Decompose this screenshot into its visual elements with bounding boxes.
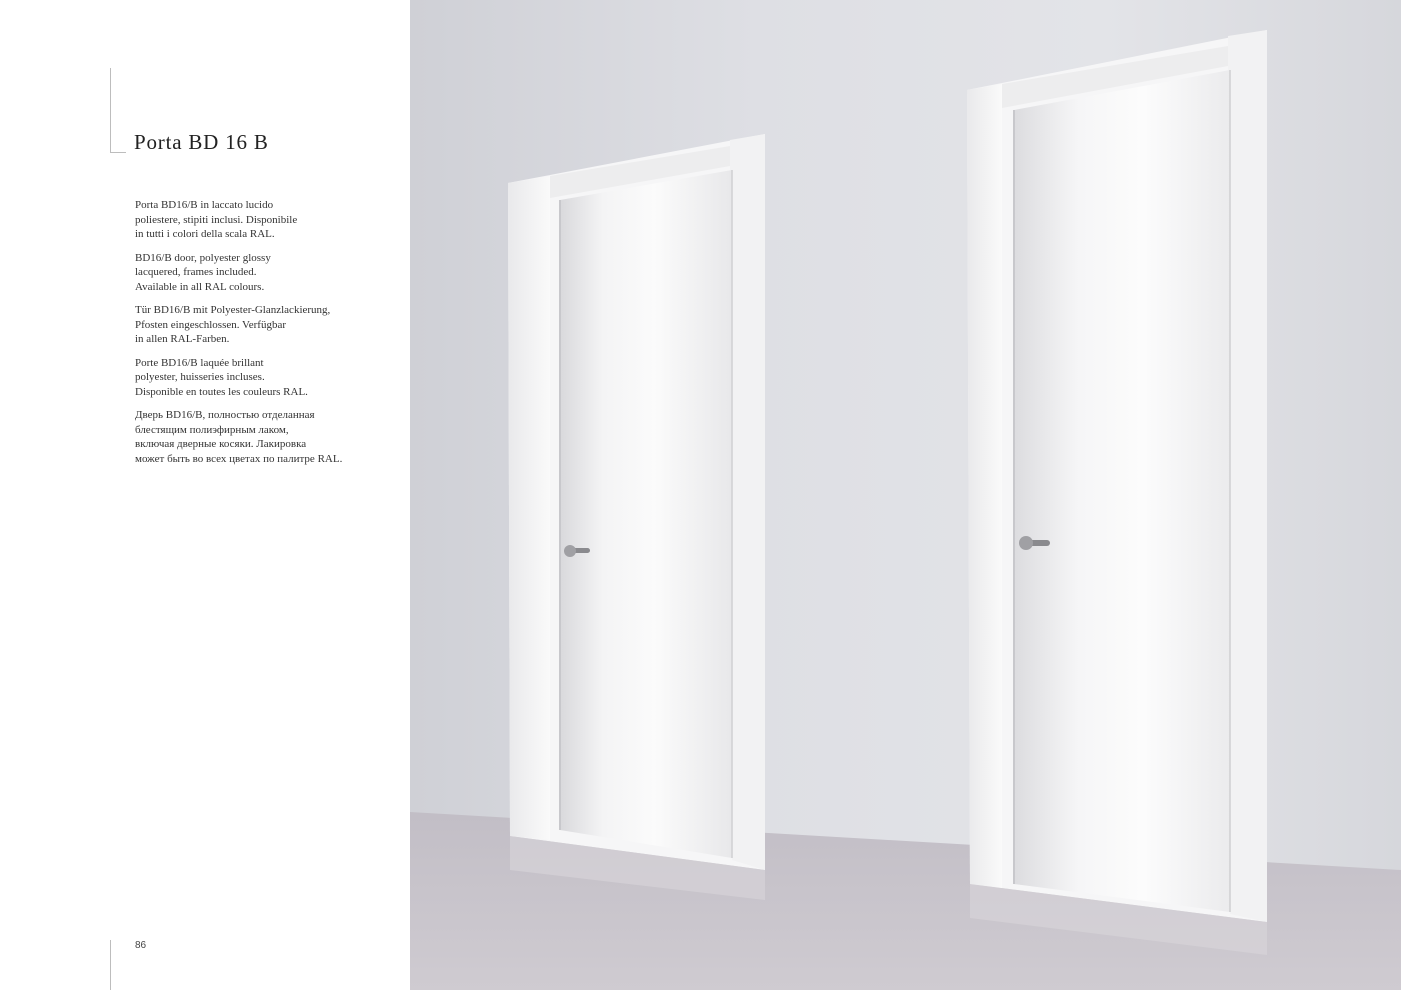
description-english: BD16/B door, polyester glossy lacquered, frames included. Available in all RAL colours. [135, 251, 271, 293]
door-1 [508, 134, 765, 870]
title-rule-horizontal [110, 152, 126, 153]
footer-rule [110, 940, 111, 990]
description-french: Porte BD16/B laquée brillant polyester, huisseries incluses. Disponible en toutes les couleurs RAL. [135, 356, 308, 398]
door-photo [410, 0, 1401, 990]
description-german: Tür BD16/B mit Polyester-Glanzlackierung, Pfosten eingeschlossen. Verfügbar in allen RAL-Farben. [135, 304, 331, 345]
text-column [0, 0, 410, 990]
description-italian: Porta BD16/B in laccato lucido poliestere, stipiti inclusi. Disponibile in tutti i colori della scala RAL. [135, 199, 298, 240]
door-2 [967, 30, 1267, 922]
description-russian: Дверь BD16/B, полностью отделанная блестящим полиэфирным лаком, включая дверные косяки. Лакировка может быть во всех цветах по палитре RAL. [135, 409, 343, 465]
title-rule-vertical [110, 68, 111, 152]
page-title: Porta BD 16 B [134, 130, 269, 154]
page-number: 86 [135, 940, 147, 951]
description-block [135, 198, 395, 475]
